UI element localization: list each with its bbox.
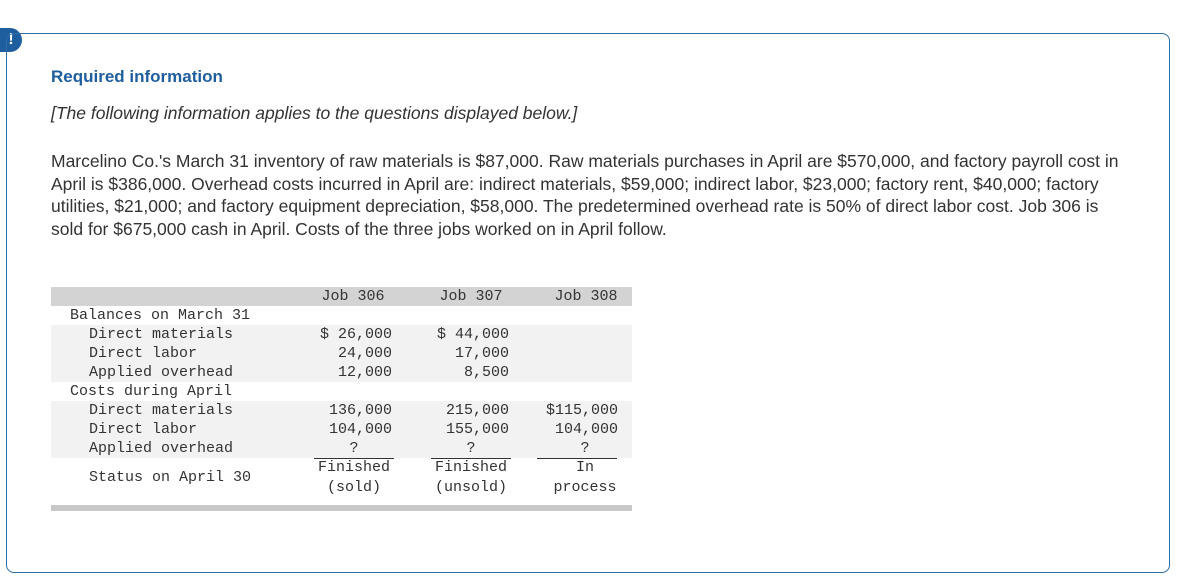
cell-job307: 215,000 bbox=[445, 402, 509, 419]
status-job307-line1: Finished bbox=[434, 459, 507, 476]
status-label: Status on April 30 bbox=[89, 469, 252, 486]
cell-job308: ? bbox=[580, 440, 590, 457]
cell-job308: 104,000 bbox=[554, 421, 618, 438]
row-label: Direct materials bbox=[89, 402, 234, 419]
status-job308-line1: In bbox=[575, 459, 594, 476]
cell-job306: ? bbox=[349, 440, 359, 457]
cell-job306: 136,000 bbox=[328, 402, 392, 419]
section-label-april: Costs during April bbox=[70, 383, 233, 400]
required-info-heading: Required information bbox=[51, 67, 223, 86]
section-label-march: Balances on March 31 bbox=[70, 307, 251, 324]
row-label: Direct labor bbox=[89, 345, 198, 362]
problem-paragraph: Marcelino Co.'s March 31 inventory of raw materials is $87,000. Raw materials purchases in April are $570,000, and factory payroll cost in April is $386,000. Overhead costs incurred in April are: indirect materials, $59,000; indirect labor, $23,000; factory rent, $40,000; factory utilities, $21,000; and factory equipment depreciation, $58,000. The predetermined overhead rate is 50% of direct labor cost. Job 306 is sold for $675,000 cash in April. Costs of the three jobs worked on in April follow. bbox=[51, 151, 1119, 239]
table-bottom-rule bbox=[51, 505, 632, 511]
row-label: Applied overhead bbox=[89, 364, 234, 381]
cell-job307: $ 44,000 bbox=[436, 326, 509, 343]
cell-job307: 155,000 bbox=[445, 421, 509, 438]
status-job306-line2: (sold) bbox=[326, 479, 381, 496]
row-label: Applied overhead bbox=[89, 440, 234, 457]
job-cost-table bbox=[51, 287, 632, 511]
status-job308-line2: process bbox=[553, 479, 617, 496]
row-label: Direct materials bbox=[89, 326, 234, 343]
cell-job307: 8,500 bbox=[463, 364, 509, 381]
col-header-job308: Job 308 bbox=[554, 288, 618, 305]
cell-job306: $ 26,000 bbox=[319, 326, 392, 343]
cell-job306: 12,000 bbox=[337, 364, 392, 381]
alert-icon: ! bbox=[0, 28, 22, 52]
cell-job306: 104,000 bbox=[328, 421, 392, 438]
status-job306-line1: Finished bbox=[317, 459, 390, 476]
col-header-job307: Job 307 bbox=[439, 288, 503, 305]
row-label: Direct labor bbox=[89, 421, 198, 438]
applies-note: [The following information applies to the questions displayed below.] bbox=[51, 103, 578, 123]
cell-job308: $115,000 bbox=[545, 402, 618, 419]
status-job307-line2: (unsold) bbox=[434, 479, 507, 496]
col-header-job306: Job 306 bbox=[321, 288, 385, 305]
cell-job307: ? bbox=[466, 440, 476, 457]
cell-job306: 24,000 bbox=[337, 345, 392, 362]
cell-job307: 17,000 bbox=[454, 345, 509, 362]
